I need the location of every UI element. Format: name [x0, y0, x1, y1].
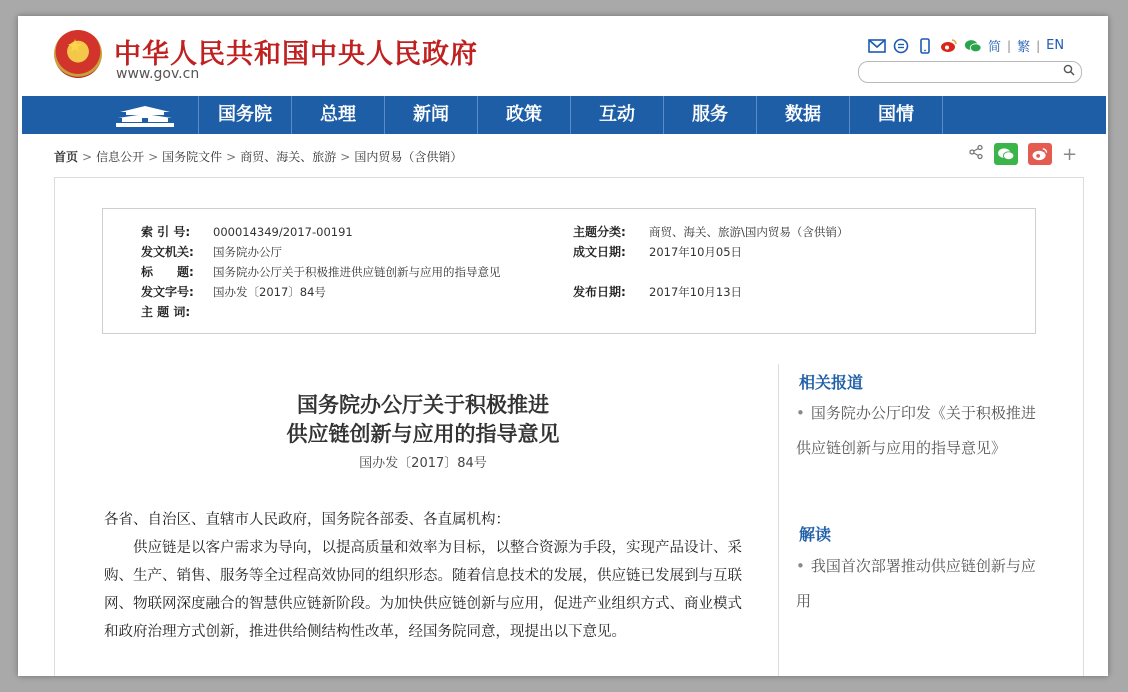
site-url: www.gov.cn	[116, 66, 200, 82]
meta-row-docno	[141, 283, 326, 300]
breadcrumb-item[interactable]: 国务院文件	[162, 150, 223, 164]
lang-traditional-link[interactable]: 繁	[1017, 40, 1031, 55]
breadcrumb-item[interactable]: 信息公开	[96, 150, 145, 164]
share-wechat-button[interactable]	[994, 143, 1018, 165]
article-body	[104, 506, 752, 646]
nav-item-news[interactable]: 新闻	[384, 96, 477, 134]
meta-value: 国办发〔2017〕84号	[213, 285, 326, 299]
article-paragraph: 供应链是以客户需求为导向，以提高质量和效率为目标，以整合资源为手段，实现产品设计、采购、生产、销售、服务等全过程高效协同的组织形态。随着信息技术的发展，供应链已发展到与互联网、物联网深度融合的智慧供应链新阶段。为加快供应链创新与应用，促进产业组织方式、商业模式和政府治理方式创新，推进供给侧结构性改革，经国务院同意，现提出以下意见。	[104, 540, 742, 640]
lang-simplified-link[interactable]: 简	[988, 40, 1002, 55]
meta-row-keywords	[141, 303, 213, 320]
breadcrumb-item[interactable]: 国内贸易（含供销）	[354, 150, 463, 164]
document-meta-table	[102, 208, 1036, 334]
meta-row-title	[141, 263, 501, 280]
weibo-icon	[1031, 147, 1049, 161]
site-title[interactable]: 中华人民共和国中央人民政府	[114, 39, 478, 70]
meta-label: 发文字号:	[141, 285, 194, 299]
weibo-icon[interactable]	[940, 38, 958, 54]
nav-item-data[interactable]: 数据	[756, 96, 849, 134]
related-report-link-text[interactable]: 国务院办公厅印发《关于积极推进供应链创新与应用的指导意见》	[796, 404, 1036, 457]
share-icon[interactable]	[968, 144, 984, 164]
lang-separator: |	[1007, 38, 1012, 53]
star-icon: ★	[67, 36, 84, 57]
meta-label: 成文日期:	[573, 245, 626, 259]
article-title	[208, 390, 638, 448]
message-icon[interactable]	[892, 38, 910, 54]
main-navbar	[22, 96, 1106, 134]
nav-item-premier[interactable]: 总理	[291, 96, 384, 134]
meta-row-published-date	[573, 283, 742, 300]
tiananmen-icon[interactable]	[114, 104, 176, 128]
interpretation-heading: 解读	[799, 525, 832, 544]
share-weibo-button[interactable]	[1028, 143, 1052, 165]
related-reports-heading: 相关报道	[799, 373, 864, 392]
search-input[interactable]	[858, 61, 1082, 83]
share-more-button[interactable]: +	[1062, 143, 1078, 165]
article-title-line: 供应链创新与应用的指导意见	[286, 421, 560, 446]
nav-item-state-council[interactable]: 国务院	[198, 96, 291, 134]
nav-item-interaction[interactable]: 互动	[570, 96, 663, 134]
nav-item-services[interactable]: 服务	[663, 96, 756, 134]
mobile-icon[interactable]	[916, 38, 934, 54]
column-divider	[778, 364, 779, 676]
breadcrumb-home[interactable]: 首页	[54, 150, 79, 164]
meta-value: 国务院办公厅关于积极推进供应链创新与应用的指导意见	[213, 265, 501, 279]
breadcrumb	[54, 148, 462, 165]
meta-label: 主 题 词:	[141, 305, 191, 319]
meta-value: 2017年10月13日	[649, 285, 743, 299]
top-utility-bar	[868, 36, 1064, 55]
meta-label: 索 引 号:	[141, 225, 191, 239]
meta-label: 标 题:	[141, 265, 194, 279]
meta-row-written-date	[573, 243, 742, 260]
interpretation-link-text[interactable]: 我国首次部署推动供应链创新与应用	[796, 557, 1036, 610]
related-report-link[interactable]	[796, 396, 1036, 466]
meta-value: 2017年10月05日	[649, 245, 743, 259]
lang-english-link[interactable]: EN	[1046, 38, 1065, 53]
article-title-line: 国务院办公厅关于积极推进	[297, 392, 549, 417]
meta-value: 000014349/2017-00191	[213, 225, 353, 239]
bullet-icon: •	[796, 557, 805, 575]
national-emblem-logo[interactable]	[54, 30, 102, 78]
mail-icon[interactable]	[868, 38, 886, 54]
browser-page	[18, 16, 1108, 676]
nav-item-policy[interactable]: 政策	[477, 96, 570, 134]
search-icon[interactable]	[1063, 64, 1075, 79]
nav-item-national-info[interactable]: 国情	[849, 96, 943, 134]
breadcrumb-separator: >	[82, 150, 93, 164]
bullet-icon: •	[796, 404, 805, 422]
breadcrumb-separator: >	[226, 150, 237, 164]
interpretation-link[interactable]	[796, 549, 1036, 619]
meta-row-index	[141, 223, 353, 240]
meta-label: 发文机关:	[141, 245, 194, 259]
meta-row-topic	[573, 223, 848, 240]
breadcrumb-separator: >	[340, 150, 351, 164]
article-doc-number: 国办发〔2017〕84号	[359, 456, 487, 471]
article-salutation: 各省、自治区、直辖市人民政府，国务院各部委、各直属机构：	[104, 512, 510, 528]
breadcrumb-separator: >	[148, 150, 159, 164]
breadcrumb-item[interactable]: 商贸、海关、旅游	[240, 150, 337, 164]
wechat-icon	[997, 147, 1015, 161]
meta-value: 国务院办公厅	[213, 245, 282, 259]
meta-row-issuer	[141, 243, 282, 260]
wechat-icon[interactable]	[964, 38, 982, 54]
meta-value: 商贸、海关、旅游\国内贸易（含供销）	[649, 225, 849, 239]
share-bar	[968, 143, 1077, 165]
nav-menu	[198, 96, 943, 134]
meta-label: 发布日期:	[573, 285, 626, 299]
meta-label: 主题分类:	[573, 225, 626, 239]
lang-separator: |	[1036, 38, 1041, 53]
